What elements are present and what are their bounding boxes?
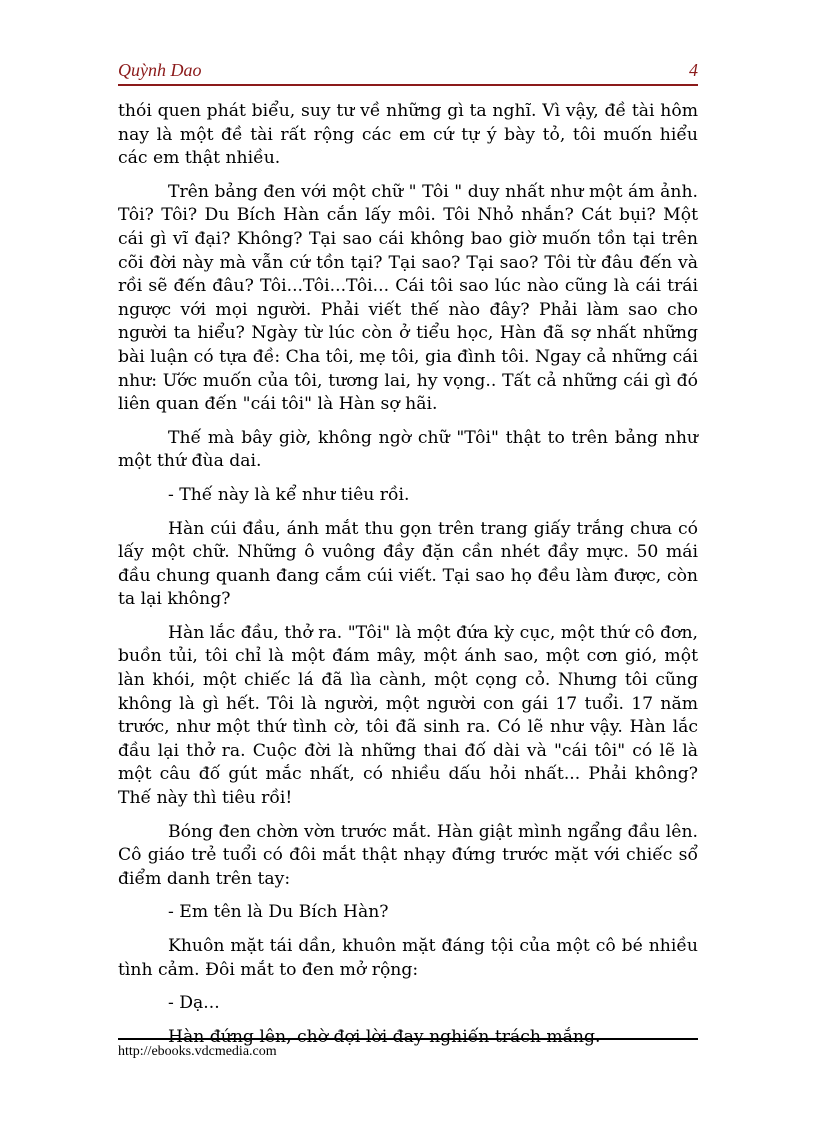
paragraph: Trên bảng đen với một chữ " Tôi " duy nhất như một ám ảnh. Tôi? Tôi? Du Bích Hàn cắn lấy môi. Tôi Nhỏ nhắn? Cát bụi? Một cái gì vĩ đại? Không? Tại sao cái không bao giờ muốn tồn tại trên cõi đời này mà vẫn cứ tồn tại? Tại sao? Tại sao? Tôi từ đâu đến và rồi sẽ đến đâu? Tôi...Tôi...Tôi... Cái tôi sao lúc nào cũng là cái trái ngược với mọi người. Phải viết thế nào đây? Phải làm sao cho người ta hiểu? Ngày từ lúc còn ở tiểu học, Hàn đã sợ nhất những bài luận có tựa đề: Cha tôi, mẹ tôi, gia đình tôi. Ngay cả những cái như: Ước muốn của tôi, tương lai, hy vọng.. Tất cả những cái gì đó liên quan đến "cái tôi" là Hàn sợ hãi. — [118, 181, 698, 415]
page-number: 4 — [689, 60, 698, 80]
dialogue-line: - Dạ... — [168, 993, 220, 1014]
footer-divider — [118, 1038, 698, 1040]
paragraph: Khuôn mặt tái dần, khuôn mặt đáng tội của một cô bé nhiều tình cảm. Đôi mắt to đen mở rộng: — [118, 936, 698, 980]
dialogue-line: - Thế này là kể như tiêu rồi. — [168, 484, 410, 505]
paragraph: Thế mà bây giờ, không ngờ chữ "Tôi" thật to trên bảng như một thứ đùa dai. — [118, 427, 698, 472]
footer-url: http://ebooks.vdcmedia.com — [118, 1044, 277, 1059]
dialogue-line: - Em tên là Du Bích Hàn? — [168, 902, 389, 923]
paragraph: Hàn đứng lên, chờ đợi lời đay nghiến trách mắng. — [168, 1026, 601, 1047]
page-header — [118, 60, 698, 84]
paragraph: Bóng đen chờn vờn trước mắt. Hàn giật mình ngẩng đầu lên. Cô giáo trẻ tuổi có đôi mắt thật nhạy đứng trước mặt với chiếc sổ điểm danh trên tay: — [118, 821, 698, 889]
story-text — [118, 100, 698, 1059]
header-divider — [118, 84, 698, 86]
paragraph: Hàn lắc đầu, thở ra. "Tôi" là một đứa kỳ cục, một thứ cô đơn, buồn tủi, tôi chỉ là một đám mây, một ánh sao, một cơn gió, một làn khói, một chiếc lá đã lìa cành, một cọng cỏ. Nhưng tôi cũng không là gì hết. Tôi là người, một người con gái 17 tuổi. 17 năm trước, như một thứ tình cờ, tôi đã sinh ra. Có lẽ như vậy. Hàn lắc đầu lại thở ra. Cuộc đời là những thai đố dài và "cái tôi" có lẽ là một câu đố gút mắc nhất, có nhiều dấu hỏi nhất... Phải không? Thế này thì tiêu rồi! — [118, 622, 698, 809]
paragraph: thói quen phát biểu, suy tư về những gì ta nghĩ. Vì vậy, đề tài hôm nay là một đề tài rất rộng các em cứ tự ý bày tỏ, tôi muốn hiểu các em thật nhiều. — [118, 101, 698, 169]
paragraph: Hàn cúi đầu, ánh mắt thu gọn trên trang giấy trắng chưa có lấy một chữ. Những ô vuông đầy đặn cần nhét đầy mực. 50 mái đầu chung quanh đang cắm cúi viết. Tại sao họ đều làm được, còn ta lại không? — [118, 518, 698, 610]
author-name: Quỳnh Dao — [118, 60, 202, 80]
